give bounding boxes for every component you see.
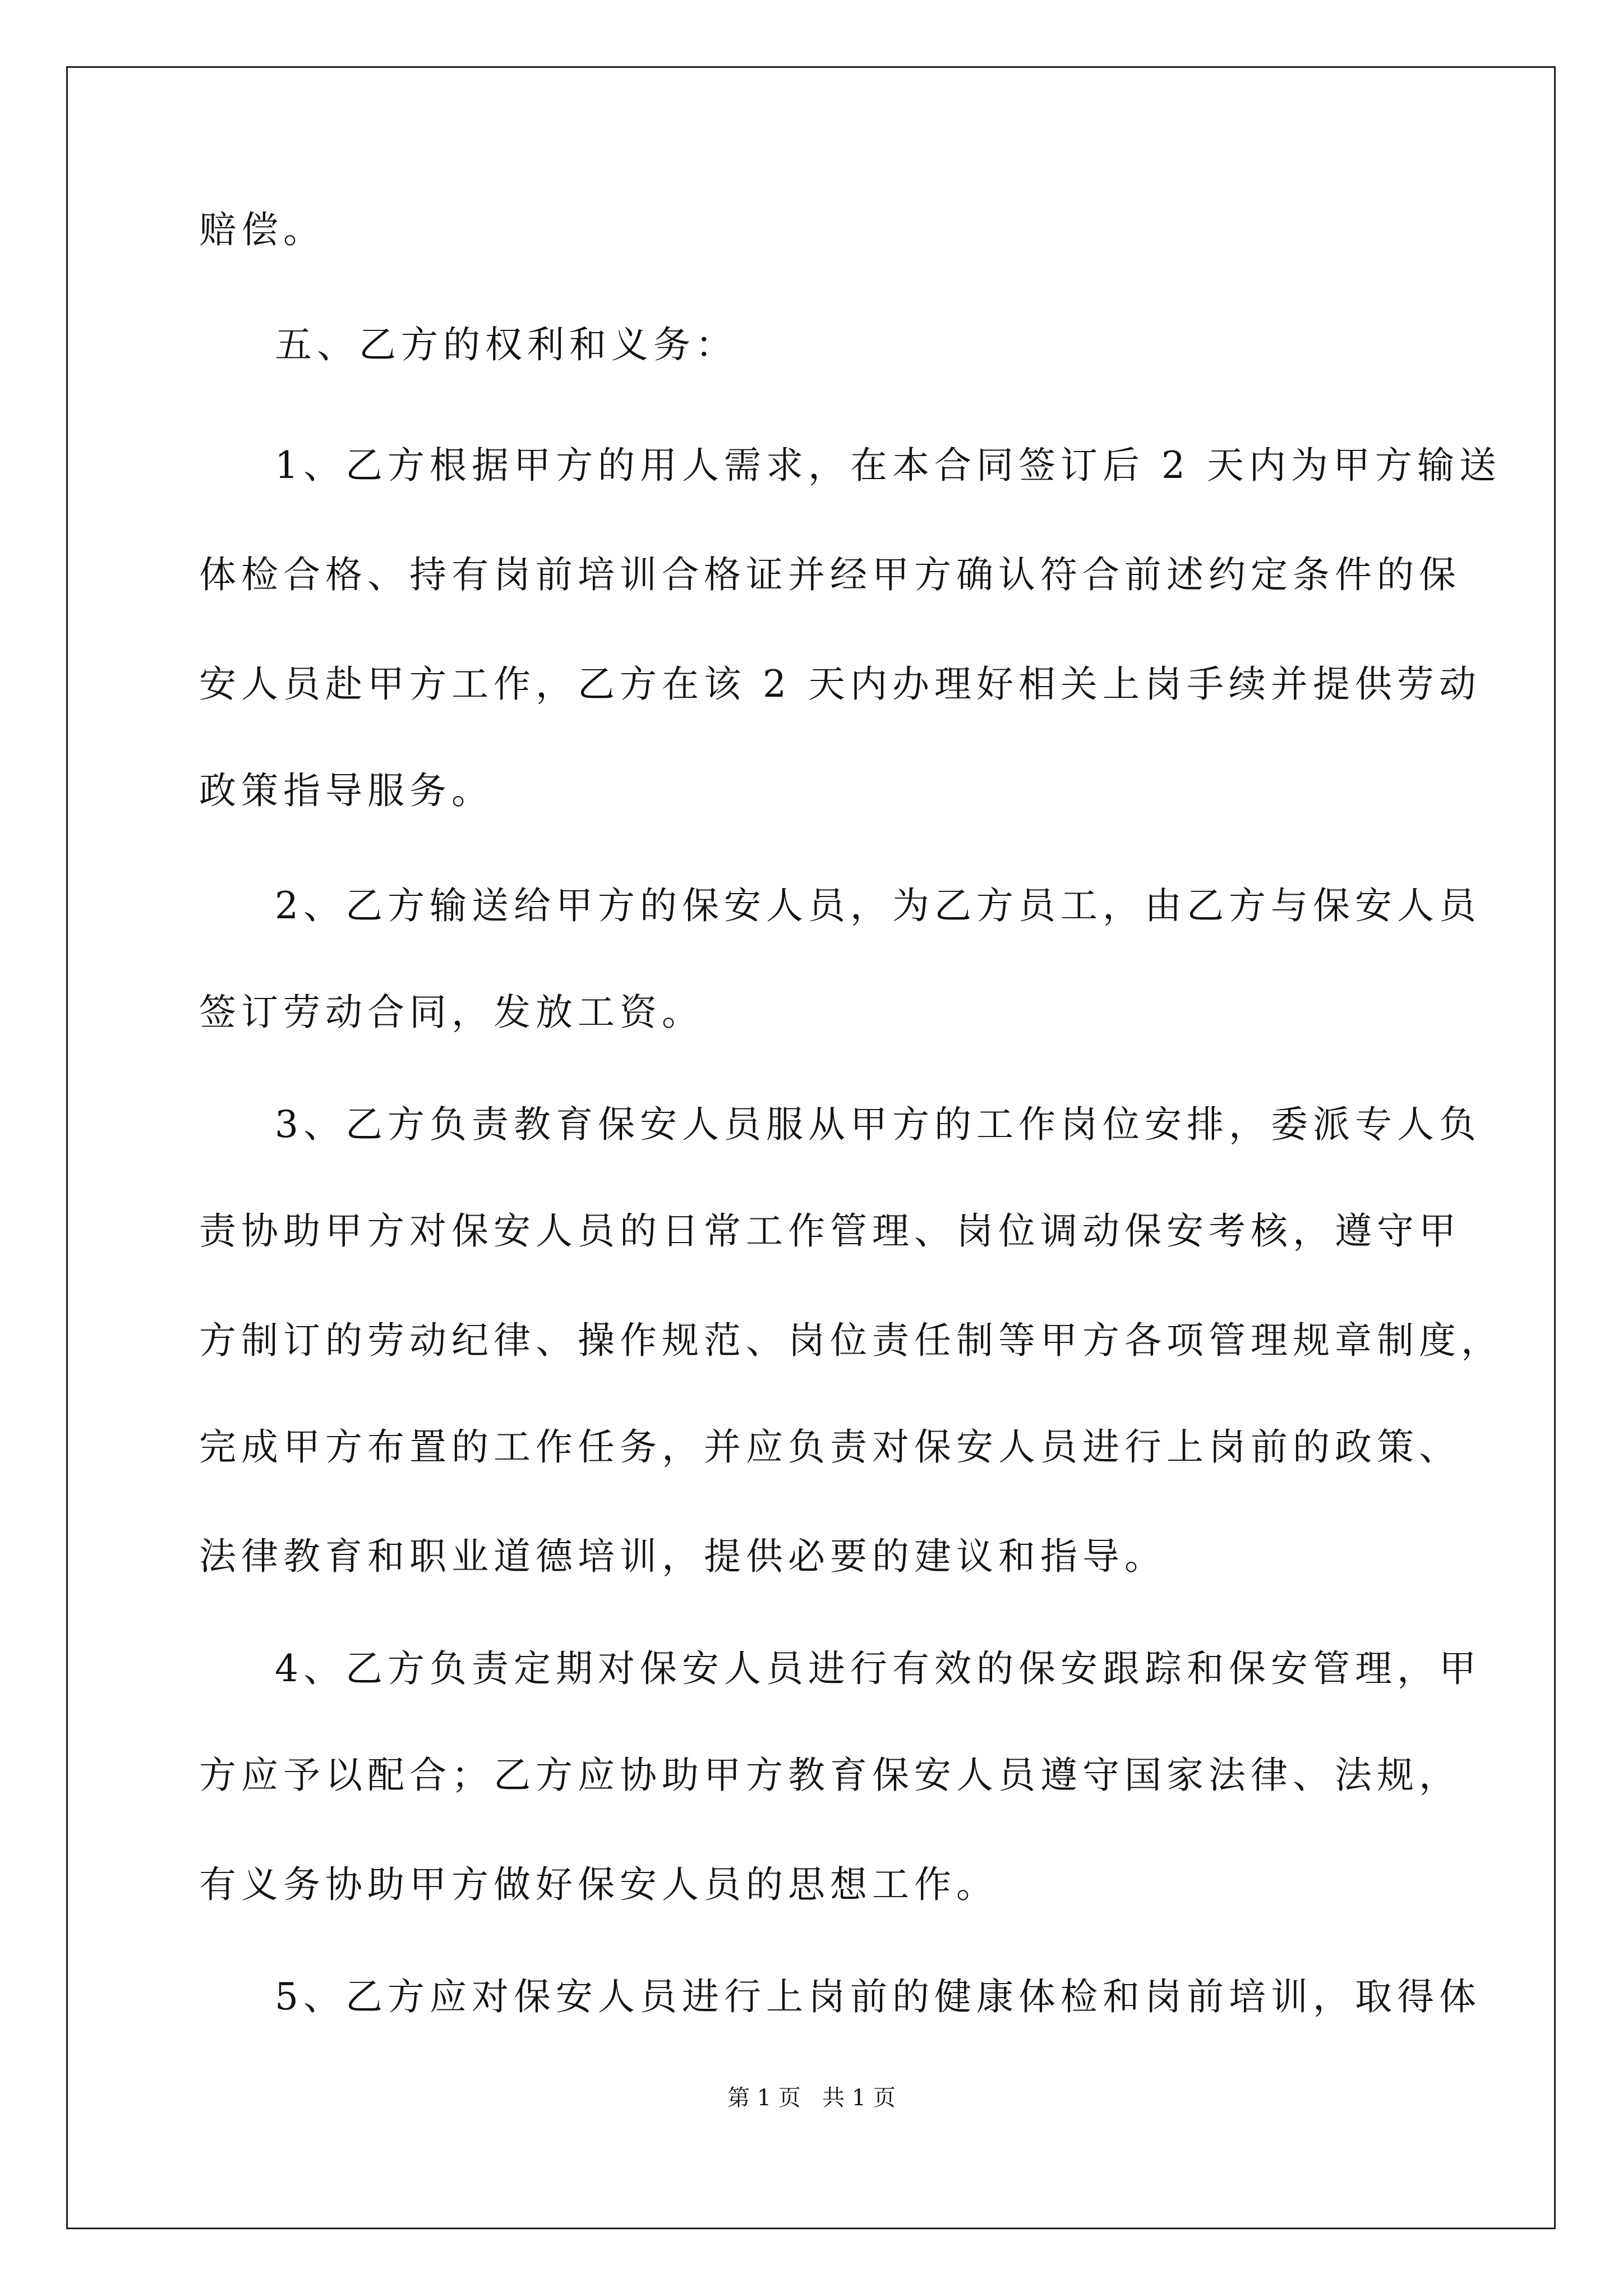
text-line: 完成甲方布置的工作任务，并应负责对保安人员进行上岗前的政策、	[199, 1425, 1461, 1469]
text-line: 有义务协助甲方做好保安人员的思想工作。	[199, 1863, 998, 1906]
page-number: 第 1 页 共 1 页	[727, 2085, 896, 2111]
text-line: 签订劳动合同，发放工资。	[199, 991, 704, 1034]
text-line: 体检合格、持有岗前培训合格证并经甲方确认符合前述约定条件的保	[199, 553, 1461, 596]
text-line: 2、乙方输送给甲方的保安人员，为乙方员工，由乙方与保安人员	[275, 884, 1481, 927]
text-line: 4、乙方负责定期对保安人员进行有效的保安跟踪和保安管理，甲	[275, 1647, 1481, 1690]
text-line: 法律教育和职业道德培训，提供必要的建议和指导。	[199, 1535, 1166, 1578]
text-line: 5、乙方应对保安人员进行上岗前的健康体检和岗前培训，取得体	[275, 1975, 1481, 2018]
text-line: 赔偿。	[199, 208, 325, 251]
text-line: 1、乙方根据甲方的用人需求，在本合同签订后 2 天内为甲方输送	[275, 444, 1501, 487]
text-line: 责协助甲方对保安人员的日常工作管理、岗位调动保安考核，遵守甲	[199, 1209, 1461, 1253]
text-line: 3、乙方负责教育保安人员服从甲方的工作岗位安排，委派专人负	[275, 1103, 1481, 1146]
text-line: 方应予以配合；乙方应协助甲方教育保安人员遵守国家法律、法规，	[199, 1754, 1461, 1797]
section-heading: 五、乙方的权利和义务：	[275, 323, 737, 366]
text-line: 政策指导服务。	[199, 769, 494, 812]
text-line: 安人员赴甲方工作，乙方在该 2 天内办理好相关上岗手续并提供劳动	[199, 662, 1481, 706]
text-line: 方制订的劳动纪律、操作规范、岗位责任制等甲方各项管理规章制度，	[199, 1319, 1503, 1362]
